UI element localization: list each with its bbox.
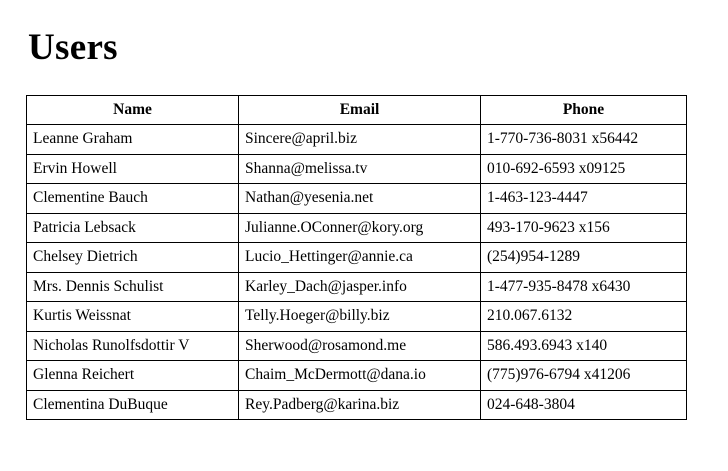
cell-phone: 493-170-9623 x156 <box>481 213 687 242</box>
table-row <box>27 302 687 331</box>
table-header-row <box>27 96 687 125</box>
cell-email: Karley_Dach@jasper.info <box>239 272 481 301</box>
cell-name: Patricia Lebsack <box>27 213 239 242</box>
column-header-email: Email <box>239 96 481 125</box>
table-row <box>27 390 687 419</box>
cell-phone: 1-477-935-8478 x6430 <box>481 272 687 301</box>
cell-phone: 586.493.6943 x140 <box>481 331 687 360</box>
cell-name: Nicholas Runolfsdottir V <box>27 331 239 360</box>
cell-phone: 1-770-736-8031 x56442 <box>481 125 687 154</box>
cell-name: Clementine Bauch <box>27 184 239 213</box>
users-table <box>26 95 687 420</box>
cell-name: Kurtis Weissnat <box>27 302 239 331</box>
table-body <box>27 125 687 420</box>
cell-email: Lucio_Hettinger@annie.ca <box>239 243 481 272</box>
table-row <box>27 361 687 390</box>
page-title: Users <box>28 27 118 68</box>
cell-email: Sherwood@rosamond.me <box>239 331 481 360</box>
cell-name: Clementina DuBuque <box>27 390 239 419</box>
table-row <box>27 154 687 183</box>
cell-phone: 210.067.6132 <box>481 302 687 331</box>
column-header-name: Name <box>27 96 239 125</box>
cell-name: Mrs. Dennis Schulist <box>27 272 239 301</box>
cell-phone: 010-692-6593 x09125 <box>481 154 687 183</box>
table-row <box>27 243 687 272</box>
cell-name: Glenna Reichert <box>27 361 239 390</box>
cell-phone: 024-648-3804 <box>481 390 687 419</box>
cell-email: Nathan@yesenia.net <box>239 184 481 213</box>
cell-phone: (254)954-1289 <box>481 243 687 272</box>
table-row <box>27 125 687 154</box>
cell-name: Ervin Howell <box>27 154 239 183</box>
cell-name: Leanne Graham <box>27 125 239 154</box>
column-header-phone: Phone <box>481 96 687 125</box>
cell-email: Julianne.OConner@kory.org <box>239 213 481 242</box>
cell-email: Chaim_McDermott@dana.io <box>239 361 481 390</box>
cell-email: Telly.Hoeger@billy.biz <box>239 302 481 331</box>
table-row <box>27 213 687 242</box>
cell-email: Sincere@april.biz <box>239 125 481 154</box>
table-row <box>27 272 687 301</box>
table-row <box>27 331 687 360</box>
cell-name: Chelsey Dietrich <box>27 243 239 272</box>
table-row <box>27 184 687 213</box>
cell-phone: (775)976-6794 x41206 <box>481 361 687 390</box>
table-head <box>27 96 687 125</box>
cell-phone: 1-463-123-4447 <box>481 184 687 213</box>
cell-email: Rey.Padberg@karina.biz <box>239 390 481 419</box>
cell-email: Shanna@melissa.tv <box>239 154 481 183</box>
